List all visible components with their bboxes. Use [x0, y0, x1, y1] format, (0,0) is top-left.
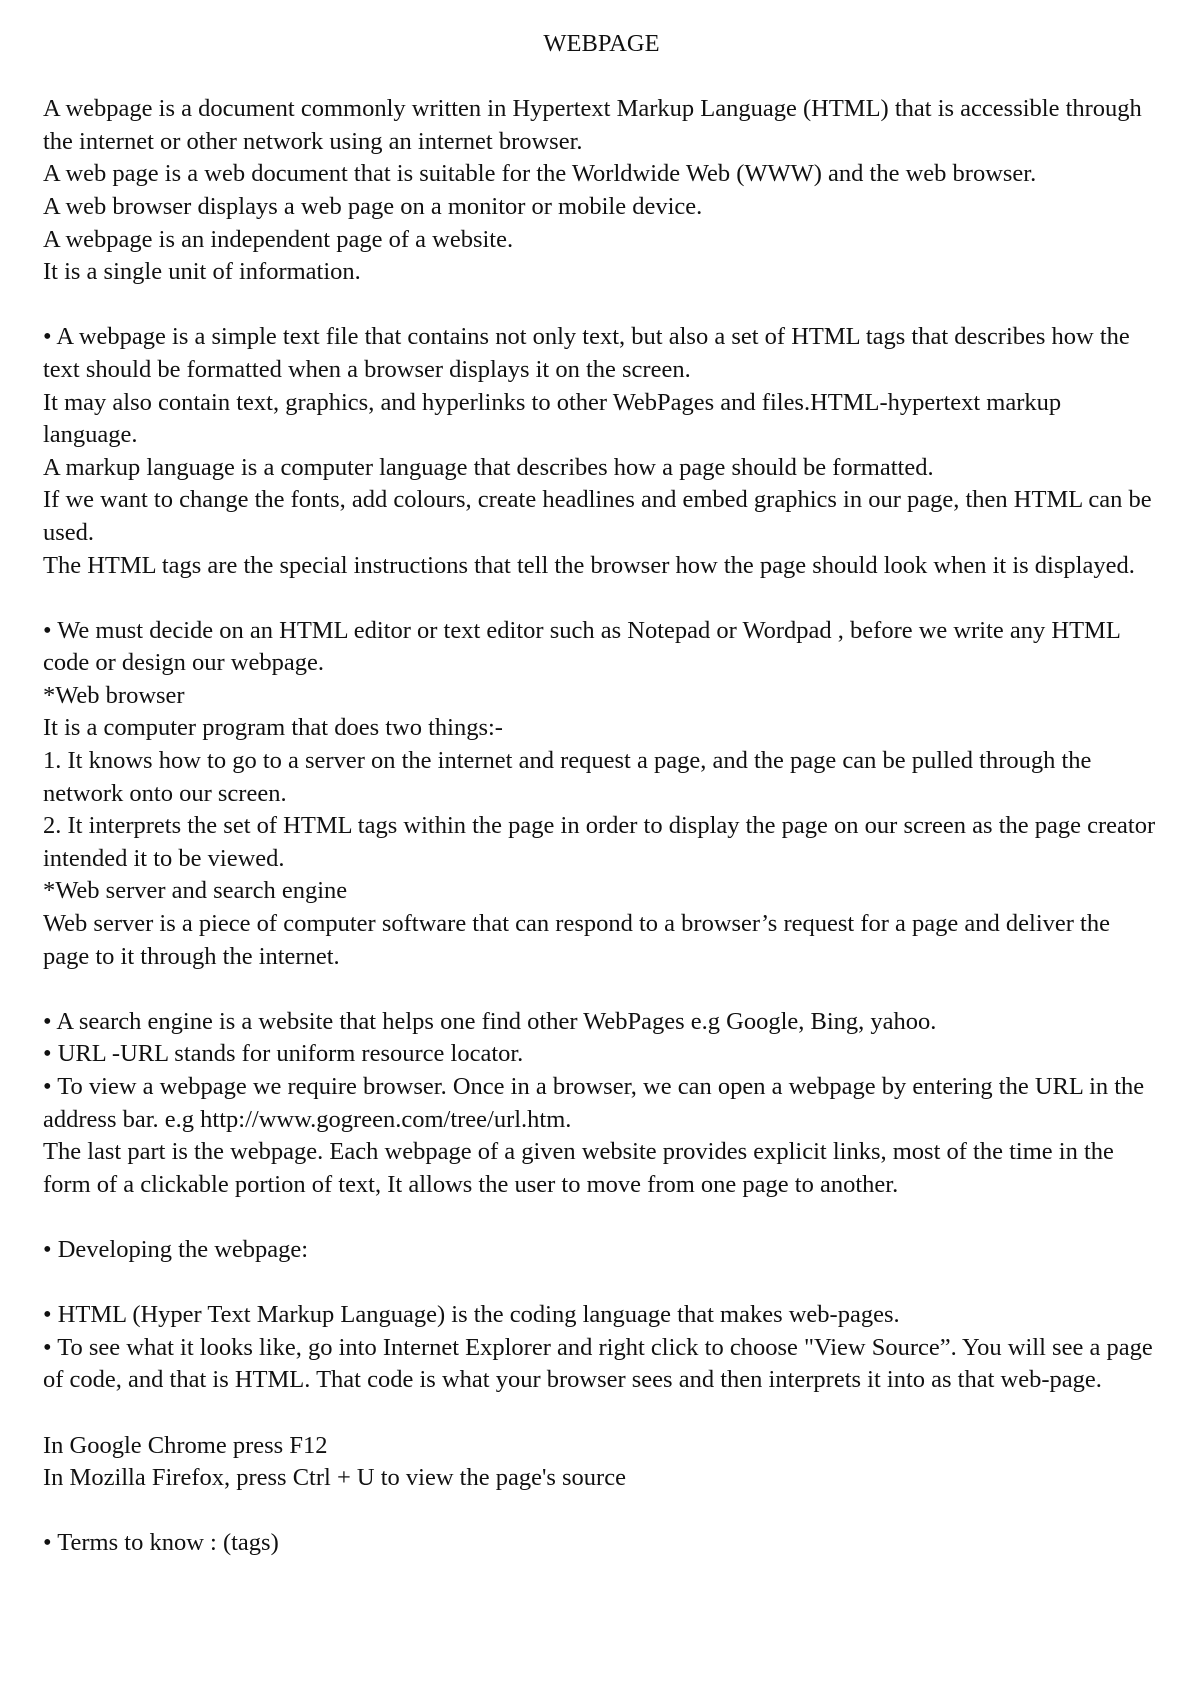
paragraph-line: A webpage is a document commonly written in Hypertext Markup Language (HTML) that is accessible through the internet or other network using an internet browser.: [43, 95, 1142, 155]
paragraph-line: It is a single unit of information.: [43, 258, 361, 286]
bullet-line: • To see what it looks like, go into Internet Explorer and right click to choose "View Source”. You will see a page of code, and that is HTML. That code is what your browser sees and then interprets it into as that web-page.: [43, 1333, 1153, 1394]
blank-line: [43, 1201, 1160, 1234]
blank-line: [43, 1495, 1160, 1528]
paragraph-line: A web browser displays a web page on a monitor or mobile device.: [43, 192, 703, 220]
paragraph-line: A markup language is a computer language that describes how a page should be formatted.: [43, 453, 934, 481]
paragraph-line: The last part is the webpage. Each webpage of a given website provides explicit links, most of the time in the form of a clickable portion of text, It allows the user to move from one page to another.: [43, 1138, 1114, 1198]
bullet-line: • To view a webpage we require browser. Once in a browser, we can open a webpage by entering the URL in the address bar. e.g http://www.gogreen.com/tree/url.htm.: [43, 1073, 1145, 1133]
paragraph-line: A web page is a web document that is suitable for the Worldwide Web (WWW) and the web browser.: [43, 160, 1037, 188]
blank-line: [43, 1397, 1160, 1430]
section-heading: *Web browser: [43, 681, 185, 709]
blank-line: [43, 582, 1160, 615]
blank-line: [43, 973, 1160, 1006]
bullet-line: • Developing the webpage:: [43, 1235, 309, 1263]
paragraph-line: It is a computer program that does two things:-: [43, 714, 503, 742]
section-heading: *Web server and search engine: [43, 877, 348, 905]
paragraph-line: A webpage is an independent page of a website.: [43, 225, 514, 253]
numbered-line: 2. It interprets the set of HTML tags within the page in order to display the page on our screen as the page creator intended it to be viewed.: [43, 812, 1156, 872]
document-title: WEBPAGE: [543, 30, 660, 57]
numbered-line: 1. It knows how to go to a server on the internet and request a page, and the page can be pulled through the network onto our screen.: [43, 747, 1092, 807]
bullet-line: • HTML (Hyper Text Markup Language) is the coding language that makes web-pages.: [43, 1301, 900, 1329]
bullet-line: • A webpage is a simple text file that contains not only text, but also a set of HTML tags that describes how the text should be formatted when a browser displays it on the screen.: [43, 323, 1130, 383]
paragraph-line: It may also contain text, graphics, and hyperlinks to other WebPages and files.HTML-hypertext markup language.: [43, 388, 1062, 449]
paragraph-line: Web server is a piece of computer software that can respond to a browser’s request for a page and deliver the page to it through the internet.: [43, 910, 1110, 970]
paragraph-line: In Mozilla Firefox, press Ctrl + U to view the page's source: [43, 1464, 626, 1492]
bullet-line: • Terms to know : (tags): [43, 1529, 279, 1557]
bullet-line: • A search engine is a website that helps one find other WebPages e.g Google, Bing, yahoo.: [43, 1007, 937, 1035]
paragraph-line: In Google Chrome press F12: [43, 1431, 328, 1459]
blank-line: [43, 1267, 1160, 1300]
paragraph-line: If we want to change the fonts, add colours, create headlines and embed graphics in our page, then HTML can be used.: [43, 486, 1152, 546]
bullet-line: • We must decide on an HTML editor or text editor such as Notepad or Wordpad , before we write any HTML code or design our webpage.: [43, 616, 1120, 677]
blank-line: [43, 289, 1160, 322]
document-body: [43, 93, 1160, 1560]
bullet-line: • URL -URL stands for uniform resource locator.: [43, 1040, 524, 1068]
paragraph-line: The HTML tags are the special instructions that tell the browser how the page should look when it is displayed.: [43, 551, 1135, 579]
